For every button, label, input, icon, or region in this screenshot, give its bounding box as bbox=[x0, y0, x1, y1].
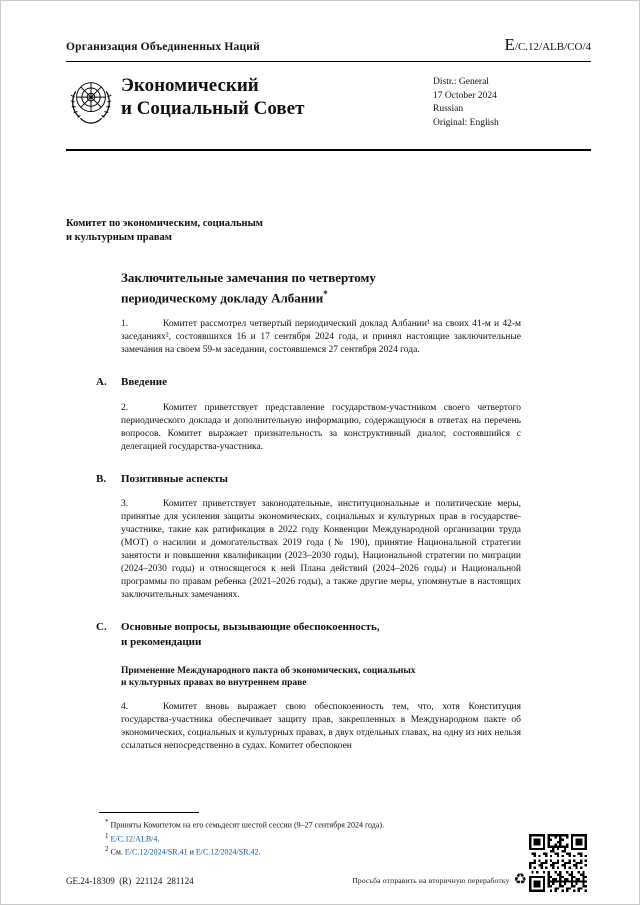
paragraph-1-text: Комитет рассмотрел четвертый периодический доклад Албании¹ на своих 41-м и 42-м заседаниях², состоявшихся 16 и 17 сентября 2024 года, и принял настоящие заключительные замечания на своем 59-м заседании, состоявшемся 27 сентября 2024 года. bbox=[121, 319, 521, 356]
date-line: 17 October 2024 bbox=[433, 90, 497, 101]
section-b-title: Позитивные аспекты bbox=[121, 472, 228, 485]
document-symbol-initial: E bbox=[504, 35, 515, 54]
subsection-heading-line1: Применение Международного пакта об экономических, социальных bbox=[121, 666, 416, 677]
un-emblem-icon bbox=[66, 72, 121, 131]
footnote-2-marker: 2 bbox=[105, 845, 109, 854]
recycle-text: Просьба отправить на вторичную переработку bbox=[352, 876, 510, 885]
distribution-block bbox=[433, 72, 591, 131]
council-title-line1: Экономический bbox=[121, 75, 259, 96]
paragraph-1-number: 1. bbox=[121, 319, 129, 330]
title-footnote-marker: * bbox=[323, 289, 328, 299]
paragraph-4-text: Комитет вновь выражает свою обеспокоенность тем, что, хотя Конституция государства-участника обеспечивает защиту прав, закрепленных в Международном пакте об экономических, социальных и культурных правах, в двух отдельных главах, на одну из них нельзя ссылаться непосредственно в судах. Комитет обеспокоен bbox=[121, 702, 521, 752]
recycle-icon: ♻ bbox=[513, 872, 527, 888]
recycle-note bbox=[352, 873, 527, 888]
paragraph-2-number: 2. bbox=[121, 402, 129, 413]
section-c-title bbox=[121, 620, 380, 649]
footnote-star-marker: * bbox=[105, 818, 109, 827]
masthead-divider bbox=[66, 149, 591, 151]
footnote-2-prefix: См. bbox=[110, 848, 125, 857]
page-title-line2 bbox=[121, 286, 521, 306]
footnote-1 bbox=[99, 831, 489, 845]
subsection-heading-line2: и культурных правах во внутреннем праве bbox=[121, 678, 307, 689]
footnote-star-text: Приняты Комитетом на его семьдесят шестой сессии (9–27 сентября 2024 года). bbox=[110, 820, 385, 830]
masthead bbox=[66, 72, 591, 131]
section-c-heading bbox=[96, 620, 521, 649]
footnote-2-link2[interactable]: E/C.12/2024/SR.42 bbox=[195, 848, 259, 857]
page-title-line1: Заключительные замечания по четвертому bbox=[121, 270, 376, 285]
paragraph-2 bbox=[121, 402, 521, 454]
section-a-heading bbox=[96, 375, 521, 390]
document-symbol bbox=[505, 35, 591, 55]
paragraph-4 bbox=[121, 701, 521, 753]
qr-code bbox=[529, 834, 587, 892]
footnotes bbox=[99, 812, 489, 858]
council-title-line2: и Социальный Совет bbox=[121, 97, 305, 119]
committee-name bbox=[66, 217, 639, 245]
footnote-divider bbox=[99, 812, 199, 813]
footnote-star bbox=[99, 817, 489, 831]
header-divider bbox=[66, 61, 591, 62]
footnote-1-after: . bbox=[157, 834, 160, 844]
original-language-line: Original: English bbox=[433, 117, 499, 128]
section-b-letter: B. bbox=[96, 472, 107, 485]
section-a-title: Введение bbox=[121, 376, 168, 389]
footnote-2-after: . bbox=[258, 848, 261, 857]
language-line: Russian bbox=[433, 104, 464, 114]
page-title-line2-text: периодическому докладу Албании bbox=[121, 290, 324, 306]
paragraph-4-number: 4. bbox=[121, 702, 129, 713]
paragraph-2-text: Комитет приветствует представление государством-участником своего четвертого периодического доклада и дополнительную информацию, содержащуюся в ответах на перечень вопросов. Комитет выражает признательность за конструктивный диалог, состоявшийся с делегацией государства-участника. bbox=[121, 402, 521, 452]
org-name: Организация Объединенных Наций bbox=[66, 41, 260, 53]
committee-name-line1: Комитет по экономическим, социальным bbox=[66, 218, 263, 229]
paragraph-3-number: 3. bbox=[121, 499, 129, 510]
paragraph-1 bbox=[121, 318, 521, 357]
section-c-letter: C. bbox=[96, 621, 107, 634]
footnote-2 bbox=[99, 844, 489, 858]
document-symbol-rest: /C.12/ALB/CO/4 bbox=[514, 41, 591, 53]
ge-number: GE.24-18309 (R) 221124 281124 bbox=[66, 876, 194, 886]
section-c-title-line1: Основные вопросы, вызывающие обеспокоенность, bbox=[121, 621, 380, 634]
section-a-letter: A. bbox=[96, 376, 107, 389]
committee-name-line2: и культурным правам bbox=[66, 232, 172, 243]
distr-line: Distr.: General bbox=[433, 77, 489, 87]
paragraph-3-text: Комитет приветствует законодательные, институциональные и политические меры, принятые для усиления защиты экономических, социальных и культурных прав в государстве-участнике, такие как ратификация в 2022 году Конвенции Международной организации труда (МОТ) о насилии и домогательствах 2019 года (№ 190), принятие Национальной стратегии занятости и повышения квалификации (2023–2030 годы), Национальной стратегии по миграции (2024–2030 годы) и относящегося к ней Плана действий (2024–2026 годы) и Национальной программы по правам ребенка (2021–2026 годы), а также другие меры, упомянутые в настоящих заключительных замечаниях. bbox=[121, 499, 521, 601]
paragraph-3 bbox=[121, 498, 521, 602]
section-b-heading bbox=[96, 472, 521, 487]
footnote-1-link[interactable]: E/C.12/ALB/4 bbox=[110, 834, 158, 844]
header-row bbox=[66, 35, 591, 55]
page-title bbox=[121, 269, 521, 306]
subsection-heading bbox=[121, 665, 521, 689]
footnote-2-link1[interactable]: E/C.12/2024/SR.41 bbox=[124, 848, 188, 857]
council-title bbox=[121, 72, 433, 131]
footnote-2-mid: и bbox=[187, 848, 196, 857]
section-c-title-line2: и рекомендации bbox=[121, 635, 202, 648]
footnote-1-marker: 1 bbox=[105, 831, 109, 840]
